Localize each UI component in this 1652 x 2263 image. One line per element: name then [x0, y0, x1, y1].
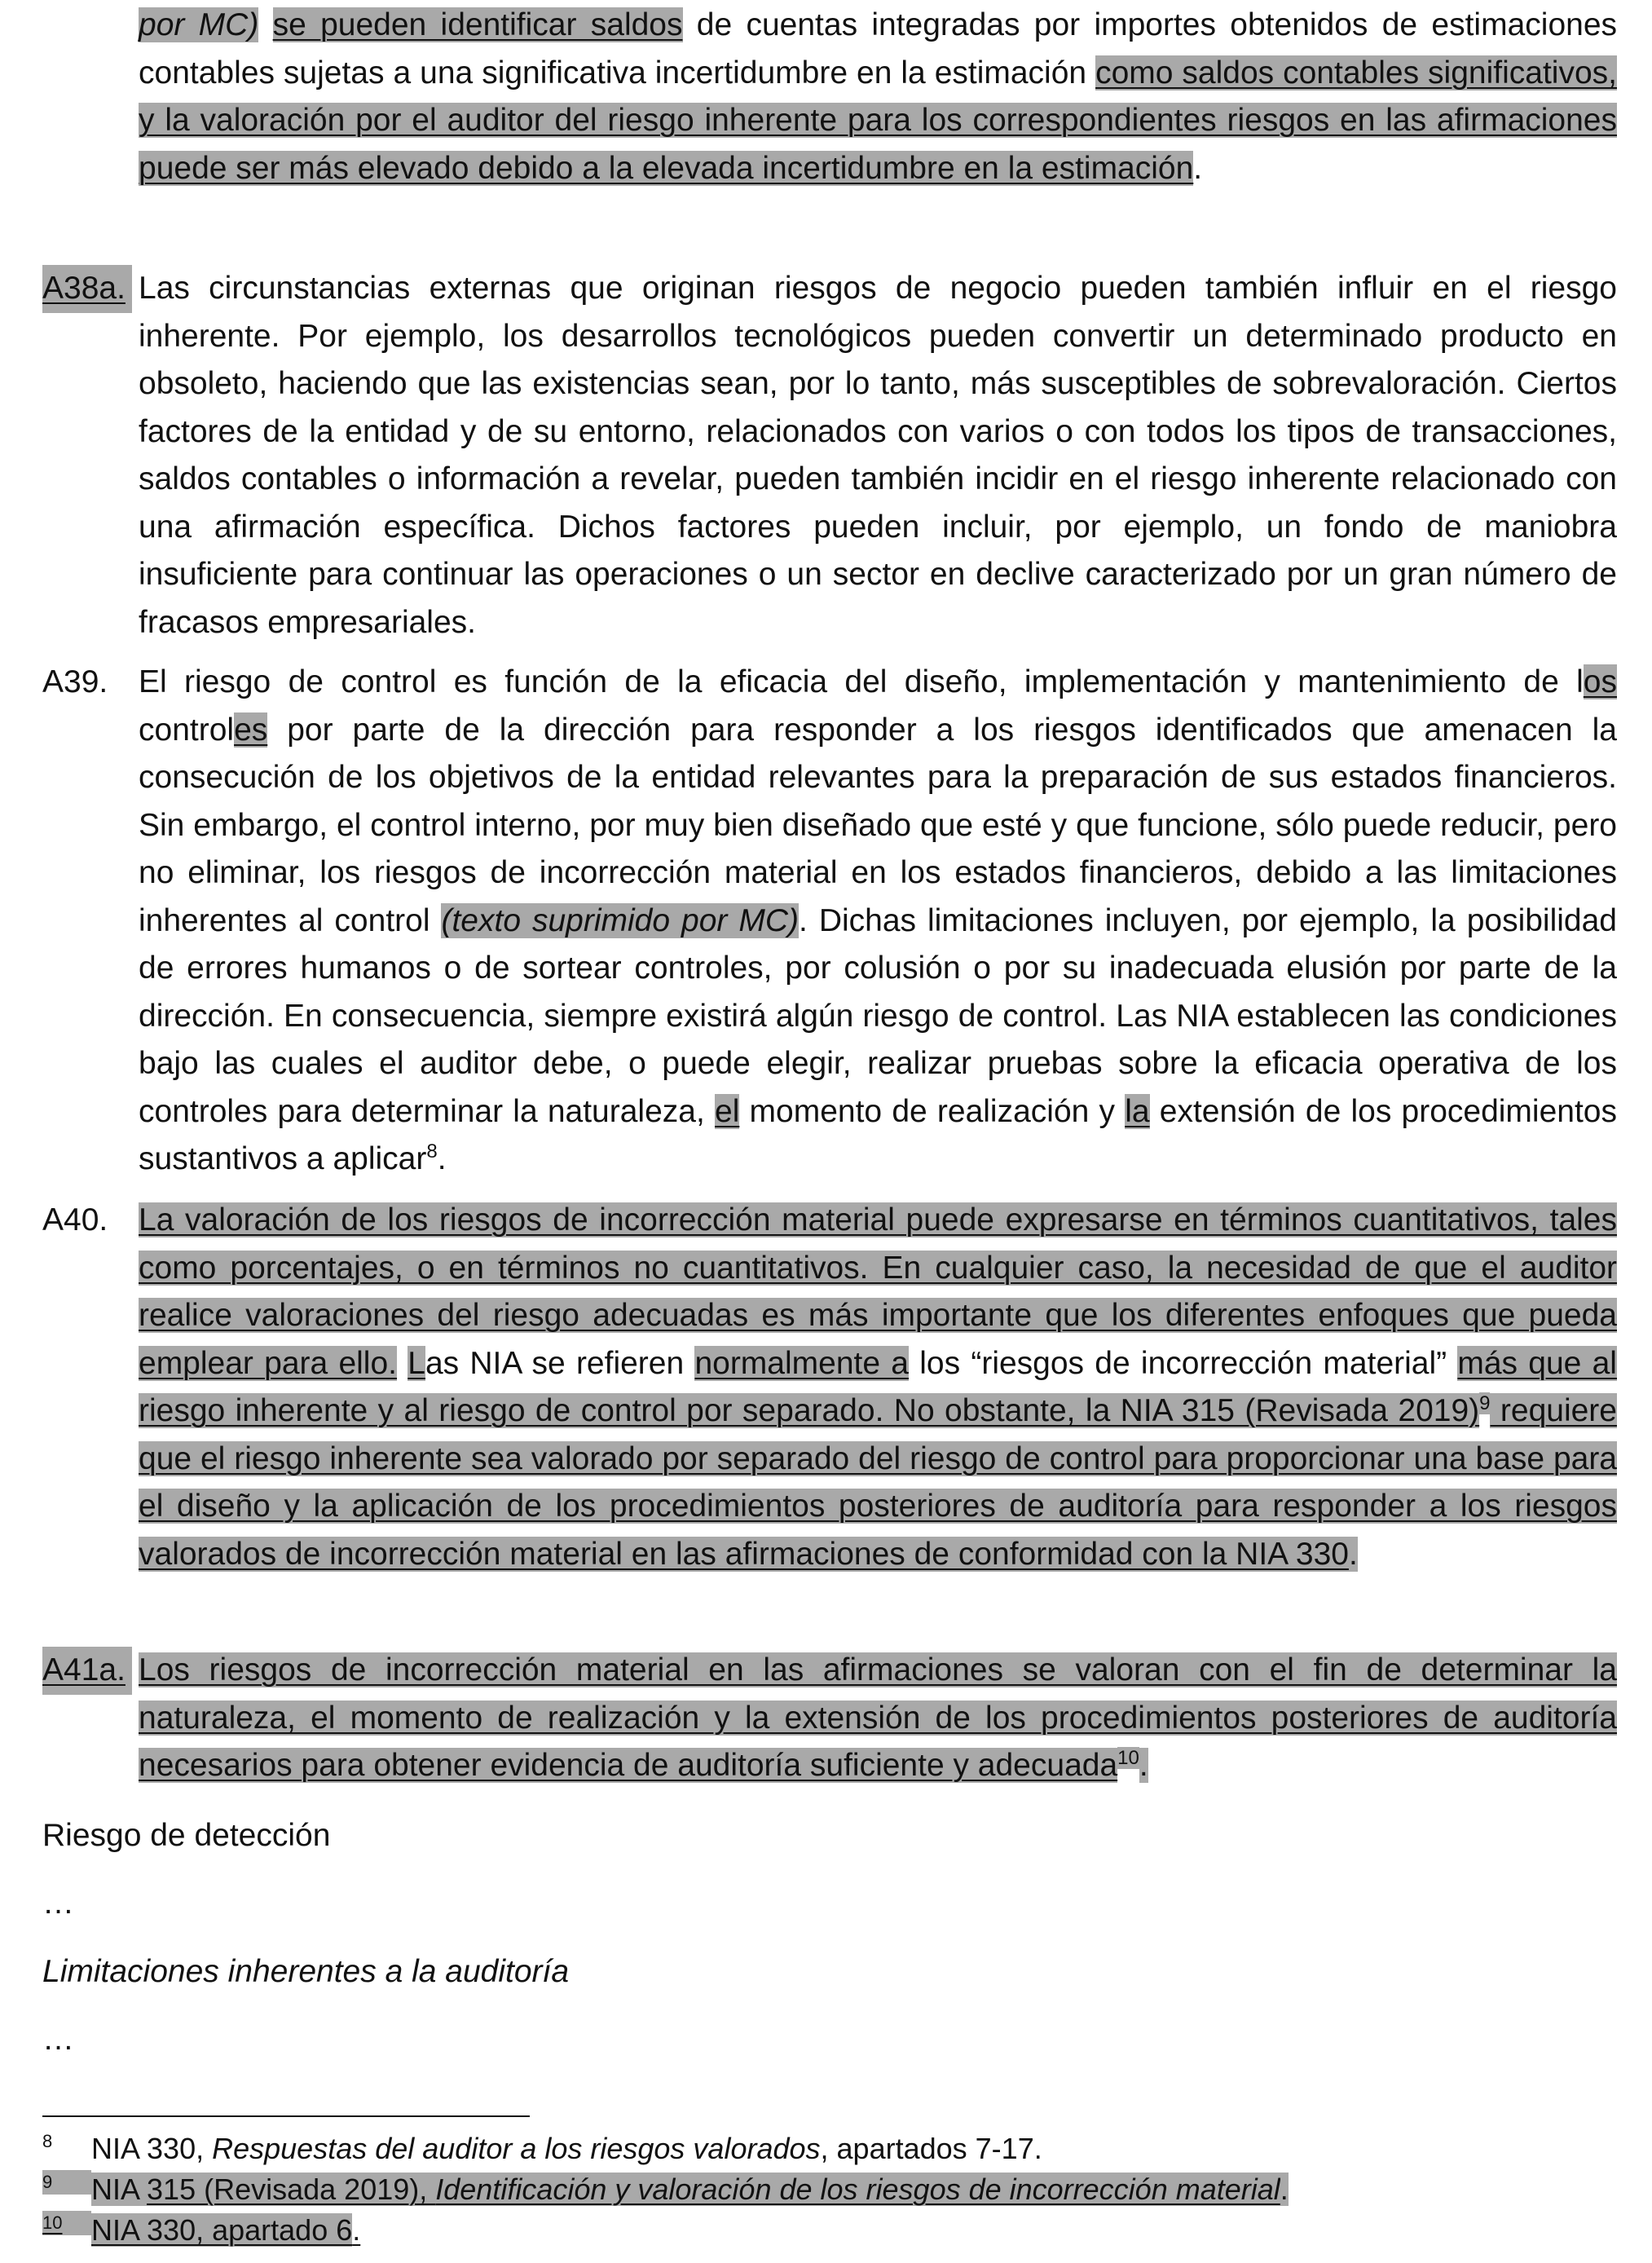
paragraph-text: . — [1139, 1748, 1148, 1783]
continuation-paragraph — [42, 2, 1617, 192]
inserted-text: requiere que el riesgo inherente sea valorado por separado del riesgo de control para proporcionar una base para el diseño y la aplicación de los procedimientos posteriores de auditoría para responder a los riesgos valorados de incorrección material en las afirmaciones de conformidad con la NIA 330 — [139, 1393, 1617, 1572]
paragraph-a39 — [42, 659, 1617, 1184]
paragraph-text: momento de realización y — [739, 1093, 1126, 1129]
paragraph-text: los “riesgos de incorrección material” — [908, 1345, 1458, 1381]
paragraph-text: por parte de la dirección para responder a los riesgos identificados que amenacen la consecución de los objetivos de la entidad relevantes para la preparación de sus estados financieros. Sin embargo, el control interno, por muy bien diseñado que esté y que funcione, sólo puede reducir, pero no eliminar, los riesgos de incorrección material en los estados financieros, debido a las limitaciones inherentes al control — [139, 712, 1617, 938]
paragraph-text: . — [1193, 150, 1203, 186]
paragraph-text: El riesgo de control es función de la eficacia del diseño, implementación y mantenimiento de l — [139, 664, 1584, 699]
footnote-8 — [42, 2129, 1591, 2168]
inserted-text: como saldos contables significativos, y la valoración por el auditor del riesgo inherente para los correspondientes riesgos en las afirmaciones puede ser más elevado debido a la elevada incertidumbre en la estimación — [139, 55, 1617, 186]
inserted-text: es — [234, 712, 268, 748]
paragraph-text: . — [1348, 1536, 1358, 1572]
section-heading-detection-risk: Riesgo de detección — [42, 1818, 331, 1853]
paragraph-text: control — [139, 712, 235, 748]
footnote-number: 10 — [42, 2211, 91, 2235]
deleted-text-marker: (texto suprimido por MC) — [441, 902, 800, 938]
paragraph-text: extensión de los procedimientos sustantivos a aplicar — [139, 1093, 1617, 1176]
footnote-text: NIA 330, — [91, 2132, 213, 2165]
paragraph-text — [397, 1346, 407, 1381]
paragraph-text: . — [437, 1141, 447, 1176]
paragraph-text: as NIA se refieren — [425, 1345, 695, 1381]
ellipsis: … — [42, 2022, 74, 2057]
footnote-9 — [42, 2170, 1591, 2209]
paragraph-number: A40. — [42, 1202, 108, 1237]
paragraph-number: A38a. — [42, 265, 132, 313]
footnote-reference: 10 — [1117, 1747, 1139, 1769]
paragraph-a38a — [42, 265, 1617, 646]
footnote-reference: 9 — [1479, 1392, 1491, 1414]
paragraph-text: Las circunstancias externas que originan riesgos de negocio pueden también influir en el riesgo inherente. Por ejemplo, los desarrollos tecnológicos pueden convertir un determinado producto en obsoleto, haciendo que las existencias sean, por lo tanto, más susceptibles de sobrevaloración. Ciertos factores de la entidad y de su entorno, relacionados con varios o con todos los tipos de transacciones, saldos contables o información a revelar, pueden también incidir en el riesgo inherente relacionado con una afirmación específica. Dichos factores pueden incluir, por ejemplo, un fondo de maniobra insuficiente para continuar las operaciones o un sector en declive caracterizado por un gran número de fracasos empresariales. — [139, 271, 1617, 640]
inserted-text: Los riesgos de incorrección material en las afirmaciones se valoran con el fin de determinar la naturaleza, el momento de realización y la extensión de los procedimientos posteriores de auditoría necesarios para obtener evidencia de auditoría suficiente y adecuada — [139, 1652, 1617, 1783]
paragraph-number: A41a. — [42, 1647, 132, 1695]
section-heading-inherent-limitations: Limitaciones inherentes a la auditoría — [42, 1954, 570, 1989]
inserted-text: se pueden identificar saldos — [272, 7, 683, 42]
paragraph-number: A39. — [42, 664, 108, 699]
inserted-text: L — [407, 1345, 425, 1381]
paragraph-text: de cuentas integradas por importes obtenidos de estimaciones contables sujetas a una significativa incertidumbre en la estimación — [139, 7, 1618, 90]
paragraph-a41a — [42, 1647, 1617, 1790]
footnote-text: , apartados 7-17. — [820, 2132, 1042, 2165]
footnote-number: 9 — [42, 2170, 91, 2195]
ellipsis: … — [42, 1886, 74, 1921]
footnote-text: NIA — [91, 2173, 148, 2206]
inserted-text: La valoración de los riesgos de incorrección material puede expresarse en términos cuantitativos, tales como porcentajes, o en términos no cuantitativos. En cualquier caso, la necesidad de que el auditor realice valoraciones del riesgo adecuadas es más importante que los diferentes enfoques que pueda emplear para ello. — [139, 1202, 1617, 1381]
footnote-text: Respuestas del auditor a los riesgos valorados — [212, 2132, 821, 2165]
footnote-text: . — [1280, 2173, 1289, 2206]
inserted-text: os — [1583, 664, 1617, 699]
inserted-text: el — [715, 1093, 740, 1129]
footnote-text: . — [352, 2213, 361, 2247]
deleted-text-marker: por MC) — [139, 7, 259, 42]
footnote-reference: 8 — [426, 1140, 438, 1162]
inserted-text: más que al riesgo inherente y al riesgo de control por separado. No obstante, la NIA 315 (Revisada 2019) — [139, 1345, 1617, 1428]
inserted-text: normalmente a — [694, 1345, 909, 1381]
footnote-10 — [42, 2211, 1591, 2250]
paragraph-a40 — [42, 1197, 1617, 1578]
inserted-text: la — [1125, 1093, 1150, 1129]
paragraph-text: . Dichas limitaciones incluyen, por ejemplo, la posibilidad de errores humanos o de sortear controles, por colusión o por su inadecuada elusión por parte de la dirección. En consecuencia, siempre existirá algún riesgo de control. Las NIA establecen las condiciones bajo las cuales el auditor debe, o puede elegir, realizar pruebas sobre la eficacia operativa de los controles para determinar la naturaleza, — [139, 902, 1617, 1129]
footnote-text: NIA 330, apartado 6 — [91, 2213, 353, 2247]
footnote-text: 315 (Revisada 2019), — [147, 2173, 436, 2206]
footnote-separator — [42, 2115, 530, 2117]
footnote-text: Identificación y valoración de los riesgos de incorrección material — [435, 2173, 1280, 2206]
footnote-number: 8 — [42, 2131, 53, 2151]
